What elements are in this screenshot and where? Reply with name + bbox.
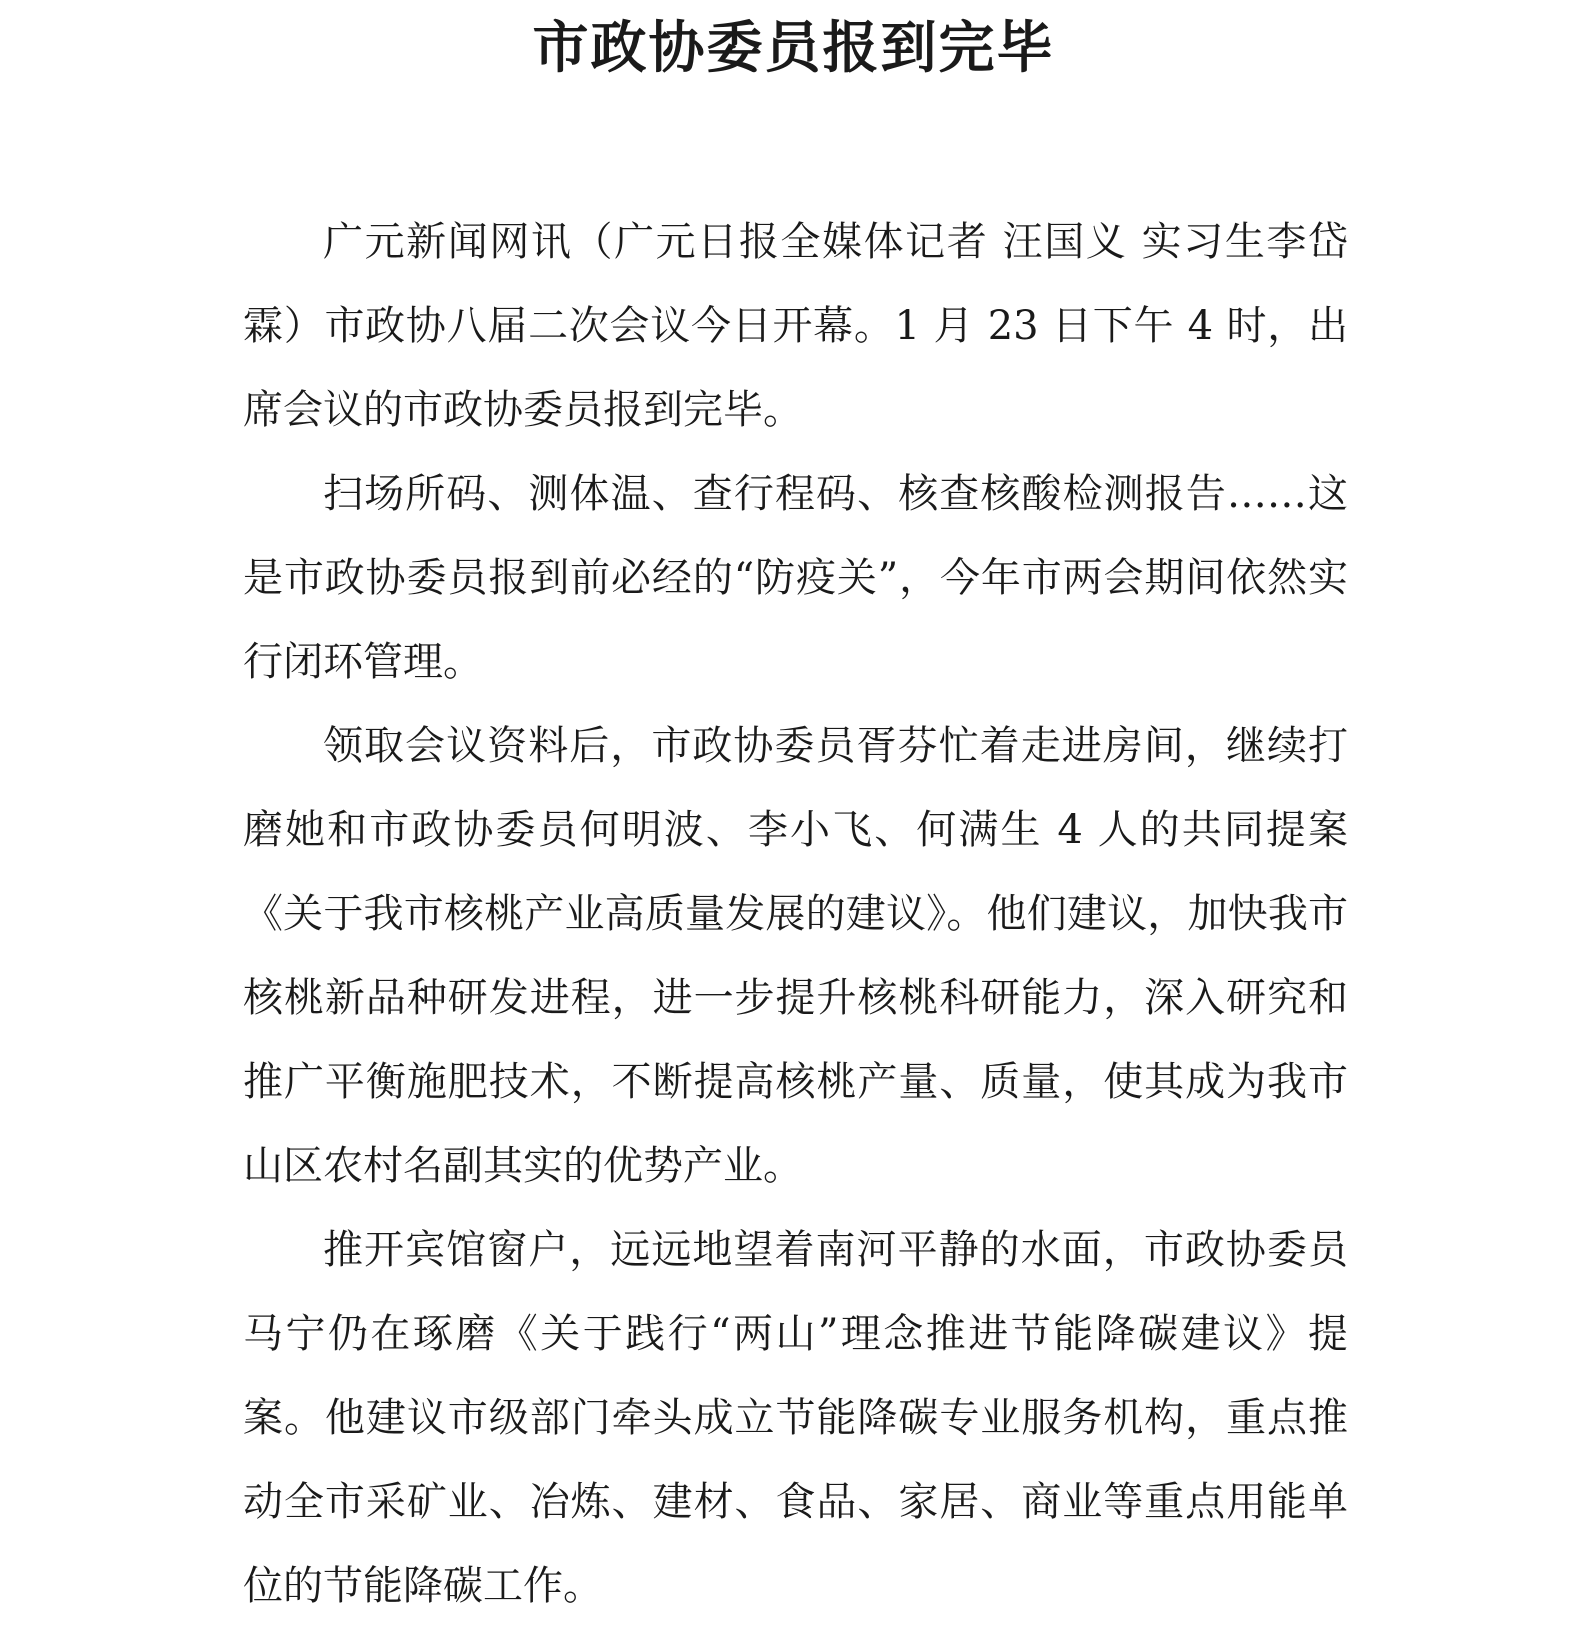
paragraph: 领取会议资料后，市政协委员胥芬忙着走进房间，继续打磨她和市政协委员何明波、李小飞、何满生 4 人的共同提案《关于我市核桃产业高质量发展的建议》。他们建议，加快我市核桃新品种研发进程，进一步提升核桃科研能力，深入研究和推广平衡施肥技术，不断提高核桃产量、质量，使其成为我市山区农村名副其实的优势产业。 <box>243 723 1348 1189</box>
article-body <box>243 200 1348 1628</box>
paragraph: 推开宾馆窗户，远远地望着南河平静的水面，市政协委员马宁仍在琢磨《关于践行“两山”理念推进节能降碳建议》提案。他建议市级部门牵头成立节能降碳专业服务机构，重点推动全市采矿业、冶炼、建材、食品、家居、商业等重点用能单位的节能降碳工作。 <box>243 1227 1348 1609</box>
paragraph: 广元新闻网讯（广元日报全媒体记者 汪国义 实习生李岱霖）市政协八届二次会议今日开幕。1 月 23 日下午 4 时，出席会议的市政协委员报到完毕。 <box>243 219 1348 433</box>
paragraph: 扫场所码、测体温、查行程码、核查核酸检测报告……这是市政协委员报到前必经的“防疫关”，今年市两会期间依然实行闭环管理。 <box>243 471 1348 685</box>
article-title: 市政协委员报到完毕 <box>532 15 1055 81</box>
